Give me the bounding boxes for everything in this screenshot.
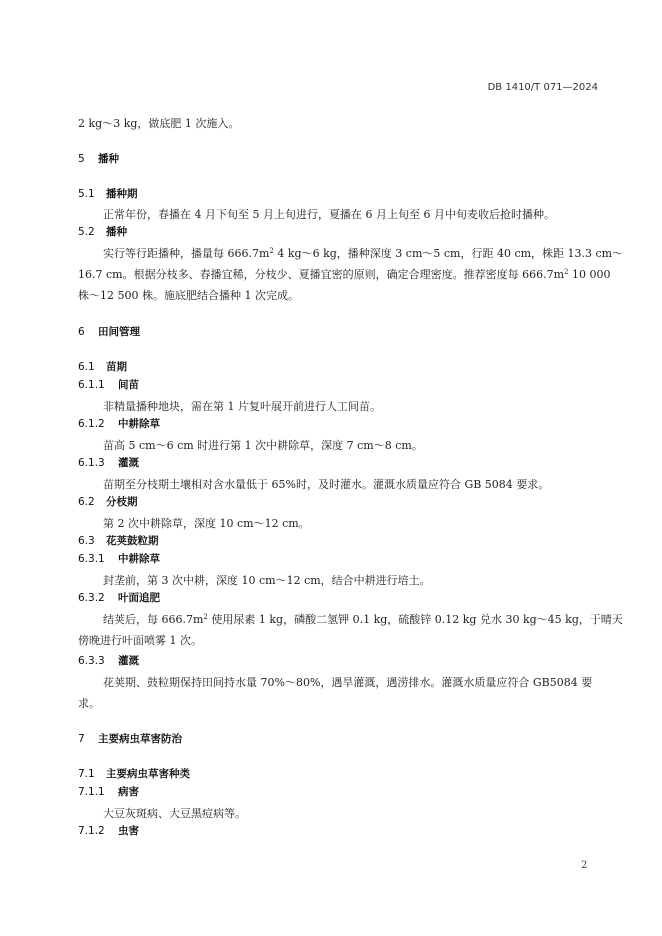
document-code-header: DB 1410/T 071—2024 <box>487 82 598 93</box>
section-heading-6-3-3 <box>78 653 139 668</box>
section-title: 分枝期 <box>106 496 138 508</box>
section-title: 播种 <box>106 226 127 238</box>
section-number: 7.1 <box>78 768 95 780</box>
paragraph-line: 封垄前，第 3 次中耕，深度 10 cm～12 cm，结合中耕进行培土。 <box>103 574 431 587</box>
section-title: 中耕除草 <box>118 418 160 430</box>
section-title: 灌溉 <box>118 655 139 667</box>
text-run: 实行等行距播种，播量每 666.7m <box>103 247 270 260</box>
text-run: 使用尿素 1 kg，磷酸二氢钾 0.1 kg，硫酸锌 0.12 kg 兑水 30 kg～45 kg，于晴天 <box>207 613 623 626</box>
section-heading-7 <box>78 731 182 746</box>
section-number: 6 <box>78 326 85 338</box>
section-title: 灌溉 <box>118 457 139 469</box>
section-heading-6-1 <box>78 359 127 374</box>
section-title: 苗期 <box>106 361 127 373</box>
section-number: 5 <box>78 153 85 165</box>
section-heading-6-1-2 <box>78 416 160 431</box>
section-heading-5 <box>78 151 119 166</box>
paragraph-line: 株～12 500 株。施底肥结合播种 1 次完成。 <box>78 289 299 302</box>
section-number: 7 <box>78 733 85 745</box>
section-number: 6.3 <box>78 535 95 547</box>
superscript: 2 <box>269 247 274 255</box>
section-number: 6.1.1 <box>78 379 105 391</box>
text-run: 10 000 <box>568 268 611 281</box>
section-heading-7-1-2 <box>78 823 139 838</box>
section-title: 播种 <box>98 153 119 165</box>
section-title: 田间管理 <box>98 326 140 338</box>
section-number: 6.1.3 <box>78 457 105 469</box>
section-title: 主要病虫草害种类 <box>106 768 190 780</box>
paragraph-line <box>78 266 610 282</box>
section-heading-6-3 <box>78 533 159 548</box>
superscript: 2 <box>203 613 208 621</box>
section-heading-5-1 <box>78 186 138 201</box>
paragraph-line: 求。 <box>78 697 100 710</box>
paragraph-line: 傍晚进行叶面喷雾 1 次。 <box>78 634 202 647</box>
text-run: 16.7 cm。根据分枝多、春播宜稀，分枝少、夏播宜密的原则，确定合理密度。推荐密度每 666.7m <box>78 268 564 281</box>
text-run: 4 kg～6 kg，播种深度 3 cm～5 cm，行距 40 cm，株距 13.3 cm～ <box>273 247 624 260</box>
page-number: 2 <box>581 860 588 871</box>
section-number: 6.1 <box>78 361 95 373</box>
section-number: 7.1.2 <box>78 825 105 837</box>
section-heading-7-1 <box>78 766 190 781</box>
section-heading-6-1-1 <box>78 377 139 392</box>
paragraph-line: 苗高 5 cm～6 cm 时进行第 1 次中耕除草，深度 7 cm～8 cm。 <box>103 439 423 452</box>
section-number: 6.3.3 <box>78 655 105 667</box>
section-title: 间苗 <box>118 379 139 391</box>
paragraph-line <box>103 611 623 627</box>
paragraph-line <box>103 245 623 261</box>
section-number: 6.3.1 <box>78 553 105 565</box>
text-run: 结荚后，每 666.7m <box>103 613 204 626</box>
section-number: 6.1.2 <box>78 418 105 430</box>
section-title: 虫害 <box>118 825 139 837</box>
section-title: 主要病虫草害防治 <box>98 733 182 745</box>
section-heading-6-1-3 <box>78 455 139 470</box>
section-title: 播种期 <box>106 188 138 200</box>
section-title: 中耕除草 <box>118 553 160 565</box>
paragraph-line: 非精量播种地块，需在第 1 片复叶展开前进行人工间苗。 <box>103 400 381 413</box>
section-heading-6 <box>78 324 140 339</box>
section-title: 花荚鼓粒期 <box>106 535 159 547</box>
section-heading-7-1-1 <box>78 784 139 799</box>
section-title: 叶面追肥 <box>118 592 160 604</box>
section-heading-6-2 <box>78 494 138 509</box>
section-heading-6-3-1 <box>78 551 160 566</box>
section-title: 病害 <box>118 786 139 798</box>
paragraph-line: 大豆灰斑病、大豆黑痘病等。 <box>103 807 246 820</box>
section-number: 5.2 <box>78 226 95 238</box>
paragraph-line: 正常年份，春播在 4 月下旬至 5 月上旬进行，夏播在 6 月上旬至 6 月中旬麦收后抢时播种。 <box>103 208 555 221</box>
section-heading-6-3-2 <box>78 590 160 605</box>
paragraph-line: 第 2 次中耕除草，深度 10 cm～12 cm。 <box>103 517 310 530</box>
section-number: 7.1.1 <box>78 786 105 798</box>
section-number: 5.1 <box>78 188 95 200</box>
paragraph-line: 花荚期、鼓粒期保持田间持水量 70%～80%，遇旱灌溉，遇涝排水。灌溉水质量应符合 GB5084 要 <box>103 676 593 689</box>
paragraph-line: 苗期至分枝期土壤相对含水量低于 65%时，及时灌水。灌溉水质量应符合 GB 5084 要求。 <box>103 478 550 491</box>
section-number: 6.3.2 <box>78 592 105 604</box>
paragraph-line: 2 kg～3 kg，做底肥 1 次施入。 <box>78 117 240 130</box>
section-number: 6.2 <box>78 496 95 508</box>
superscript: 2 <box>564 268 569 276</box>
section-heading-5-2 <box>78 224 127 239</box>
